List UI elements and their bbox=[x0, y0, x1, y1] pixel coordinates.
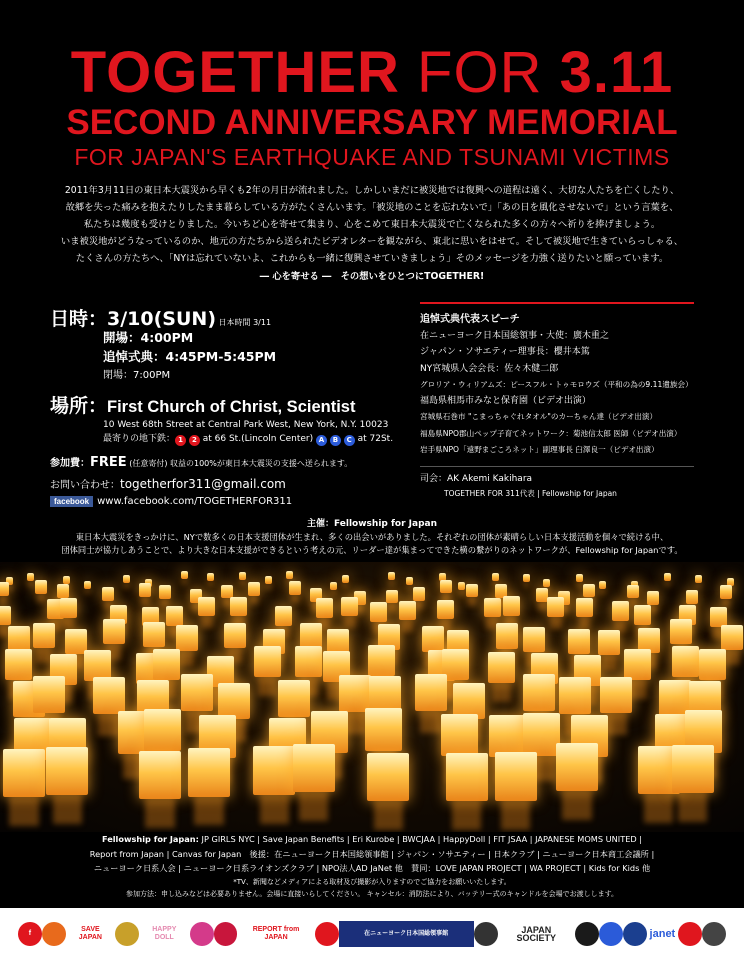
lantern-reflection bbox=[124, 583, 129, 588]
lantern-reflection bbox=[696, 583, 701, 588]
lantern bbox=[556, 743, 598, 791]
lantern-reflection bbox=[37, 594, 45, 602]
lantern bbox=[672, 745, 714, 793]
lantern-reflection bbox=[538, 602, 546, 610]
subway-line-icon: 1 bbox=[175, 435, 186, 446]
lantern bbox=[166, 606, 183, 626]
speaker-item: 岩手県NPO「遠野まごころネット」副理事長 臼澤良一（ビデオ出演） bbox=[420, 445, 659, 455]
lantern-reflection bbox=[145, 799, 174, 828]
venue-row bbox=[50, 391, 420, 418]
lantern bbox=[230, 597, 247, 617]
chamber-logo-icon bbox=[575, 922, 599, 946]
lantern bbox=[670, 619, 692, 644]
lantern bbox=[5, 649, 32, 680]
lantern bbox=[239, 572, 246, 580]
participation-note: 参加方法：申し込みなどは必要ありません。会場に直接いらしてください。 キャンセル：消防法により、バッテリー式のキャンドルを会場でお渡しします。 bbox=[125, 889, 619, 898]
lantern bbox=[275, 606, 292, 626]
media-note: *TV、新聞などメディアによる取材及び撮影が入りますのでご協力をお願いいたします。 bbox=[233, 877, 511, 886]
lantern-reflection bbox=[250, 596, 258, 604]
fee-label: 参加費： bbox=[50, 458, 90, 469]
lantern bbox=[341, 597, 358, 617]
fellowship-logo-icon: f bbox=[18, 922, 42, 946]
subway-stop: at 66 St.(Lincoln Center) bbox=[199, 434, 316, 444]
event-details bbox=[50, 304, 420, 507]
bwcjaa-logo-icon bbox=[115, 922, 139, 946]
lantern-reflection bbox=[724, 650, 739, 665]
subtitle-anniversary-text: SECOND ANNIVERSARY bbox=[66, 103, 488, 142]
open-time: 開場：4:00PM bbox=[103, 330, 194, 345]
japan-society-logo: JAPAN SOCIETY bbox=[516, 925, 557, 943]
jaa-logo-icon bbox=[599, 922, 623, 946]
facebook-icon: facebook bbox=[50, 496, 93, 507]
intro-line: たくさんの方たちへ、「NYは忘れていないよ、これからも一緒に復興させていきましょう」そのメッセージを力強く送りたいと願っています。 bbox=[75, 253, 669, 264]
lantern bbox=[422, 626, 444, 651]
mc-affiliation: TOGETHER FOR 311代表 | Fellowship for Japan bbox=[444, 488, 617, 498]
lantern bbox=[583, 584, 595, 598]
love-japan-logo-icon bbox=[678, 922, 702, 946]
lantern bbox=[647, 591, 659, 605]
facebook-row bbox=[50, 496, 420, 507]
lantern bbox=[559, 677, 591, 714]
lantern-reflection bbox=[28, 581, 33, 586]
lantern-reflection bbox=[644, 794, 673, 823]
lantern bbox=[496, 623, 518, 648]
organizer-block bbox=[20, 517, 724, 557]
lantern-reflection bbox=[299, 792, 328, 821]
sponsors-line: ニューヨーク日系人会 | ニューヨーク日系ライオンズクラブ | NPO法人AD JaNet 他 賛同：LOVE JAPAN PROJECT | WA PROJECT | Kids for Kids 他 bbox=[93, 863, 651, 873]
sponsors-line bbox=[16, 832, 728, 847]
contact-label: お問い合わせ： bbox=[50, 480, 120, 491]
lantern bbox=[139, 751, 181, 799]
lantern bbox=[458, 582, 465, 590]
sponsors-line: Report from Japan | Canvas for Japan 後援：在ニューヨーク日本国総領事館 | ジャパン・ソサエティー | 日本クラブ | ニューヨーク日本商工会議所 | bbox=[89, 848, 655, 859]
lantern bbox=[35, 580, 47, 594]
report-from-japan-logo: REPORT from JAPAN bbox=[252, 926, 300, 941]
speaker-item: 福島県NPO郡山ペップ子育てネットワーク：菊池信太郎 医師（ビデオ出演） bbox=[420, 428, 682, 438]
moms-united-logo-icon bbox=[214, 922, 238, 946]
date-value: 3/10(SUN) bbox=[107, 308, 216, 330]
lantern bbox=[27, 573, 34, 581]
lantern-reflection bbox=[577, 582, 582, 587]
subway-prefix: 最寄りの地下鉄： bbox=[103, 434, 176, 444]
speaker-item: ジャパン・ソサエティー理事長：櫻井本篤 bbox=[420, 347, 590, 358]
lantern bbox=[664, 573, 671, 581]
contact-row bbox=[50, 476, 420, 491]
lantern bbox=[300, 623, 322, 648]
lantern bbox=[388, 572, 395, 580]
date-row bbox=[50, 304, 420, 328]
subway-stop: at 72St. bbox=[354, 434, 394, 444]
lantern bbox=[84, 581, 91, 589]
speaker-item: 宮城県石巻市 "こまっちゃぐれタオル"のカーちゃん達（ビデオ出演） bbox=[420, 412, 658, 422]
ceremony-time: 追悼式典：4:45PM-5:45PM bbox=[103, 349, 277, 364]
lantern-reflection bbox=[665, 581, 670, 586]
lantern bbox=[342, 575, 349, 583]
lantern-reflection bbox=[722, 599, 730, 607]
lantern bbox=[523, 674, 555, 711]
lantern bbox=[386, 590, 398, 604]
lantern bbox=[600, 677, 632, 714]
subway-line-icon: 2 bbox=[189, 435, 200, 446]
lantern bbox=[612, 601, 629, 621]
lantern-reflection bbox=[678, 793, 707, 822]
subway-info bbox=[103, 432, 420, 446]
venue-address bbox=[103, 418, 420, 446]
lantern bbox=[492, 573, 499, 581]
lantern-reflection bbox=[179, 651, 194, 666]
lantern bbox=[218, 683, 250, 720]
lantern bbox=[495, 752, 537, 800]
lantern bbox=[293, 744, 335, 792]
subtitle-anniversary bbox=[0, 104, 744, 142]
speeches-panel bbox=[420, 302, 694, 499]
speaker-item: 在ニューヨーク日本国総領事・大使：廣木重之 bbox=[420, 331, 610, 341]
lantern bbox=[568, 629, 590, 654]
lantern bbox=[188, 748, 230, 796]
lantern bbox=[207, 573, 214, 581]
lantern bbox=[224, 623, 246, 648]
lantern bbox=[672, 646, 699, 677]
subtitle-memorial-text: MEMORIAL bbox=[487, 103, 678, 142]
lantern-reflection bbox=[492, 683, 511, 702]
contact-email[interactable]: togetherfor311@gmail.com bbox=[120, 477, 286, 491]
lantern bbox=[446, 753, 488, 801]
fit-jsaa-logo-icon bbox=[190, 922, 214, 946]
schedule bbox=[103, 328, 420, 385]
organizer-text: 東日本大震災をきっかけに、NYで数多くの日本支援団体が生まれ、多くの出会いがありました。それぞれの団体が素晴らしい日本支援活動を個々で続ける中、 bbox=[75, 532, 669, 542]
speaker-item: 福島県相馬市みなと保育園（ビデオ出演） bbox=[420, 396, 591, 407]
lantern-reflection bbox=[420, 711, 442, 733]
lantern bbox=[624, 649, 651, 680]
lantern bbox=[367, 753, 409, 801]
address-text: 10 West 68th Street at Central Park West, New York, N.Y. 10023 bbox=[103, 420, 389, 430]
lantern bbox=[627, 585, 639, 599]
lantern bbox=[440, 580, 452, 594]
lantern bbox=[159, 585, 171, 599]
lantern bbox=[254, 646, 281, 677]
lantern-reflection bbox=[343, 583, 348, 588]
lantern-reflection bbox=[524, 582, 529, 587]
lantern bbox=[0, 606, 11, 626]
lantern bbox=[144, 709, 181, 752]
lantern-reflection bbox=[62, 618, 74, 630]
logo-strip bbox=[0, 908, 744, 960]
wa-project-logo-icon bbox=[702, 922, 726, 946]
lantern bbox=[139, 583, 151, 597]
lantern bbox=[181, 674, 213, 711]
lantern-reflection bbox=[468, 597, 476, 605]
lantern-reflection bbox=[194, 797, 223, 826]
lantern-reflection bbox=[240, 580, 245, 585]
intro-text bbox=[20, 182, 724, 285]
main-title bbox=[0, 42, 744, 104]
lantern bbox=[699, 649, 726, 680]
lantern bbox=[316, 598, 333, 618]
janet-logo: janet bbox=[649, 928, 676, 940]
lantern-reflection bbox=[331, 590, 336, 595]
lantern-reflection bbox=[579, 617, 591, 629]
happy-doll-logo: HAPPY DOLL bbox=[152, 926, 177, 941]
lantern bbox=[46, 747, 88, 795]
lantern bbox=[441, 714, 478, 757]
intro-line: いま被災地がどうなっているのか、地元の方たちから送られたビデオレターを観ながら、東北に思いをはせて。そして被災地で生きていらっしゃる、 bbox=[60, 236, 684, 247]
lantern-reflection bbox=[459, 590, 464, 595]
lantern bbox=[406, 577, 413, 585]
lantern bbox=[153, 649, 180, 680]
lantern-reflection bbox=[98, 714, 120, 736]
facebook-link[interactable]: www.facebook.com/TOGETHERFOR311 bbox=[97, 496, 293, 507]
lantern-reflection bbox=[501, 801, 530, 830]
lantern bbox=[720, 585, 732, 599]
lantern bbox=[93, 677, 125, 714]
slogan: ― 心を寄せる ― その想いをひとつにTOGETHER! bbox=[259, 271, 485, 282]
date-label: 日時： bbox=[50, 308, 108, 330]
lantern bbox=[3, 749, 45, 797]
lantern-reflection bbox=[374, 801, 403, 830]
title-together: TOGETHER bbox=[70, 40, 400, 105]
organizer-heading: 主催：Fellowship for Japan bbox=[307, 519, 437, 529]
lantern bbox=[466, 584, 478, 598]
fee-note: (任意寄付) 収益の100%が東日本大震災の支援へ送られます。 bbox=[126, 459, 353, 468]
subway-line-icon: B bbox=[330, 435, 341, 446]
lantern-reflection bbox=[85, 589, 90, 594]
sponsors-label: Fellowship for Japan: bbox=[101, 834, 199, 844]
save-japan-logo: SAVE JAPAN bbox=[78, 926, 102, 941]
lantern bbox=[143, 622, 165, 647]
lantern-reflection bbox=[291, 595, 299, 603]
lantern bbox=[695, 575, 702, 583]
lantern bbox=[60, 598, 77, 618]
lantern bbox=[576, 574, 583, 582]
lantern bbox=[523, 713, 560, 756]
lantern bbox=[181, 571, 188, 579]
lantern bbox=[413, 587, 425, 601]
lantern bbox=[176, 625, 198, 650]
sponsors-block bbox=[16, 832, 728, 900]
lantern bbox=[123, 575, 130, 583]
lantern bbox=[103, 619, 125, 644]
lantern-reflection bbox=[0, 596, 7, 604]
lantern bbox=[289, 581, 301, 595]
lantern bbox=[634, 605, 651, 625]
subtitle-victims: FOR JAPAN'S EARTHQUAKE AND TSUNAMI VICTIMS bbox=[74, 144, 670, 170]
lantern bbox=[248, 582, 260, 596]
lantern bbox=[365, 708, 402, 751]
lantern bbox=[523, 574, 530, 582]
lantern bbox=[721, 625, 743, 650]
lantern bbox=[8, 626, 30, 651]
speaker-item: グロリア・ウィリアムズ：ピースフル・トゥモロウズ（平和の為の9.11遺族会） bbox=[420, 379, 693, 389]
intro-line: 2011年3月11日の東日本大震災から早くも2年の月日が流れました。しかしいまだに被災地では復興への道程は遠く、大切な人たちを亡くしたり、 bbox=[64, 185, 680, 196]
lantern-reflection bbox=[407, 585, 412, 590]
lantern bbox=[399, 601, 416, 621]
lantern-reflection bbox=[9, 797, 38, 826]
mc-name: 司会：AK Akemi Kakihara bbox=[420, 474, 533, 485]
lantern-reflection bbox=[562, 791, 591, 820]
lantern bbox=[523, 627, 545, 652]
intro-line: 故郷を失った痛みを抱えたりしたまま暮らしている方がたくさんいます。「被災地のことを忘れないで」「あの日を風化させないで」という言葉を、 bbox=[65, 202, 679, 213]
lantern bbox=[437, 600, 454, 620]
venue-label: 場所： bbox=[50, 395, 108, 417]
lantern-reflection bbox=[201, 616, 213, 628]
lantern bbox=[489, 715, 526, 758]
lantern-reflection bbox=[550, 617, 562, 629]
lantern bbox=[63, 576, 70, 584]
lantern bbox=[488, 652, 515, 683]
lantern bbox=[368, 645, 395, 676]
lantern bbox=[484, 598, 501, 618]
lantern bbox=[57, 584, 69, 598]
organizer-text: 団体同士が協力しあうことで、より大きな日本支援ができるという考えの元、リーダー達が集まってできた横の繋がりのネットワークが、Fellowship for Japanです。 bbox=[61, 545, 683, 555]
japan-club-logo-icon bbox=[474, 922, 498, 946]
lantern-reflection bbox=[208, 581, 213, 586]
lantern bbox=[33, 676, 65, 713]
lantern bbox=[295, 646, 322, 677]
lantern bbox=[278, 680, 310, 717]
lantern bbox=[0, 582, 9, 596]
lantern bbox=[339, 675, 371, 712]
lantern bbox=[543, 579, 550, 587]
lantern-reflection bbox=[600, 589, 605, 594]
lantern-reflection bbox=[602, 655, 617, 670]
lantern-reflection bbox=[388, 603, 396, 611]
lions-club-logo-icon bbox=[623, 922, 647, 946]
lantern bbox=[599, 581, 606, 589]
lantern bbox=[370, 602, 387, 622]
speeches-heading: 追悼式典代表スピーチ bbox=[420, 314, 520, 325]
lantern bbox=[286, 571, 293, 579]
lantern-reflection bbox=[344, 616, 356, 628]
lantern bbox=[253, 746, 295, 794]
jp-girls-logo-icon bbox=[42, 922, 66, 946]
intro-line: 私たちは幾度も受けとりました。今いちど心を寄せて集まり、心をこめて東日本大震災で亡くなられた多くの方々へ祈りを捧げましょう。 bbox=[83, 219, 661, 230]
title-for: FOR bbox=[399, 40, 560, 105]
lantern-reflection bbox=[401, 620, 413, 632]
lantern bbox=[536, 588, 548, 602]
subway-line-icon: A bbox=[316, 435, 327, 446]
lantern-reflection bbox=[182, 579, 187, 584]
lantern bbox=[198, 597, 215, 617]
lantern-photo bbox=[0, 562, 744, 832]
lantern bbox=[576, 598, 593, 618]
date-note: 日本時間 3/11 bbox=[216, 318, 272, 327]
lantern-reflection bbox=[53, 795, 82, 824]
canvas-logo-icon bbox=[315, 922, 339, 946]
lantern-reflection bbox=[415, 601, 423, 609]
consulate-logo: 在ニューヨーク日本国総領事館 bbox=[339, 921, 474, 947]
fee-value: FREE bbox=[90, 455, 127, 470]
lantern bbox=[598, 630, 620, 655]
lantern bbox=[84, 650, 111, 681]
lantern bbox=[102, 587, 114, 601]
lantern-reflection bbox=[266, 584, 271, 589]
sponsors-list: JP GIRLS NYC | Save Japan Benefits | Eri Kurobe | BWCJAA | HappyDoll | FIT JSAA | JAPANESE MOMS UNITED | bbox=[198, 834, 643, 844]
fee-row bbox=[50, 454, 420, 470]
lantern bbox=[503, 596, 520, 616]
mc-block bbox=[420, 466, 694, 498]
lantern bbox=[265, 576, 272, 584]
lantern-reflection bbox=[141, 597, 149, 605]
lantern bbox=[330, 582, 337, 590]
lantern bbox=[686, 590, 698, 604]
title-date: 3.11 bbox=[559, 40, 674, 105]
lantern-reflection bbox=[452, 801, 481, 830]
lantern bbox=[547, 597, 564, 617]
lantern-reflection bbox=[389, 580, 394, 585]
subway-line-icon: C bbox=[344, 435, 355, 446]
lantern-reflection bbox=[258, 677, 277, 696]
lantern bbox=[33, 623, 55, 648]
close-time: 閉場：7:00PM bbox=[103, 370, 171, 381]
lantern bbox=[415, 674, 447, 711]
venue-name: First Church of Christ, Scientist bbox=[107, 398, 356, 416]
lantern-reflection bbox=[260, 795, 289, 824]
speaker-item: NY宮城県人会会長：佐々木健二郎 bbox=[420, 363, 559, 374]
